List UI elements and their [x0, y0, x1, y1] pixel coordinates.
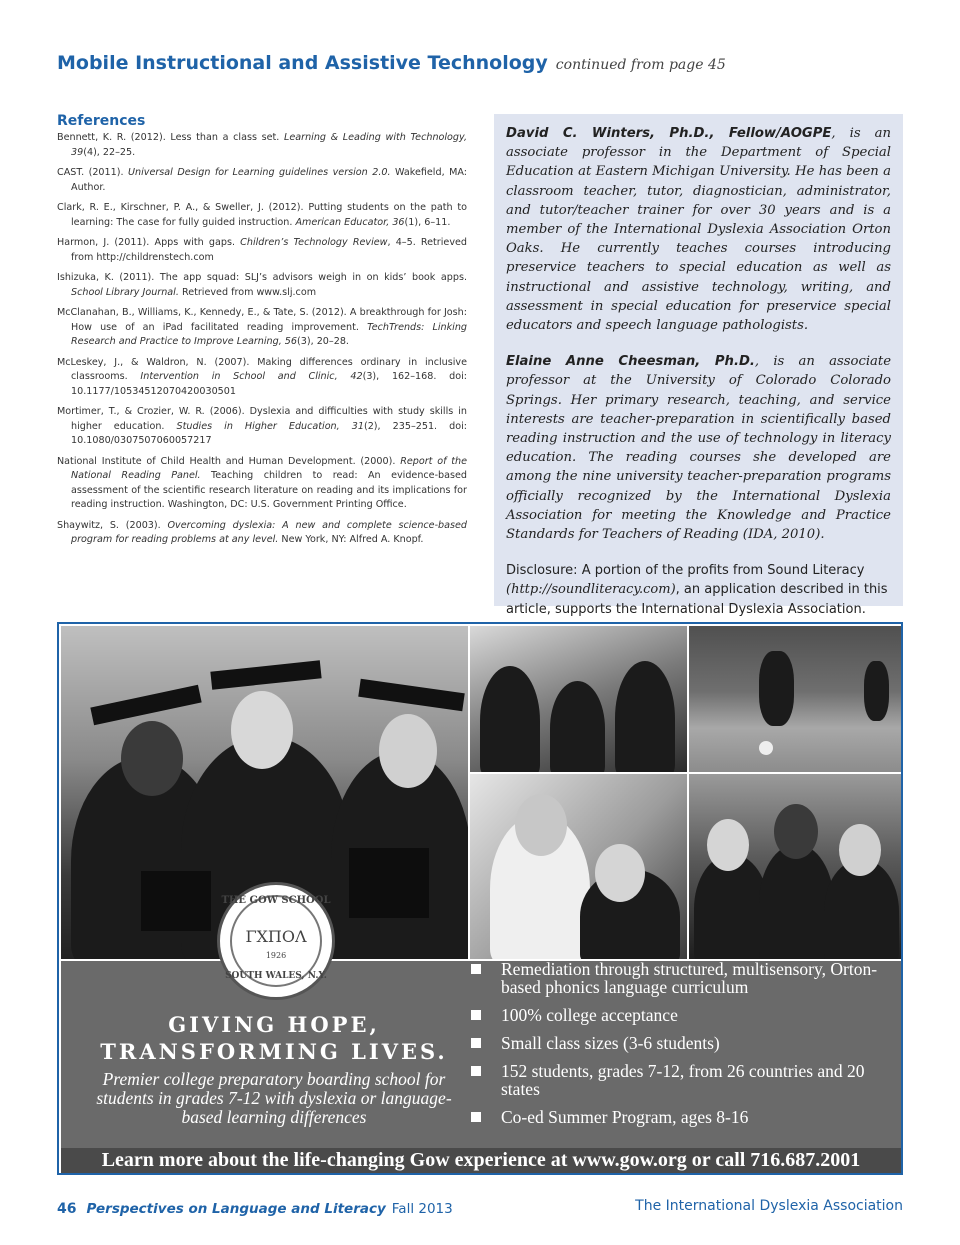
reference-details: (2), 235–251. doi: 10.1080/0307507060057217: [71, 420, 468, 446]
reference-item: [57, 131, 467, 160]
reference-details: , 4–5. Retrieved from http://childrenstech.com: [71, 237, 467, 263]
seal-monogram: ΓΧΠΟΛ: [245, 927, 307, 946]
issue-date: Fall 2013: [391, 1201, 453, 1217]
reference-item: [57, 455, 467, 513]
reference-source: Learning & Leading with Technology, 39: [71, 132, 467, 158]
reference-source: Studies in Higher Education, 31: [176, 420, 364, 432]
ad-features-list: [465, 960, 895, 1136]
reference-source: School Library Journal.: [71, 286, 179, 298]
page-number: 46: [57, 1201, 77, 1217]
reference-text: Ishizuka, K. (2011). The app squad: SLJ’s advisors weigh in on kids’ book apps.: [57, 272, 467, 283]
reference-text: CAST. (2011).: [57, 167, 129, 178]
ad-subhead: Premier college preparatory boarding school for students in grades 7-12 with dyslexia or language-based learning differences: [96, 1069, 452, 1127]
ad-feature-item: Small class sizes (3-6 students): [465, 1034, 895, 1052]
ad-feature-item: Remediation through structured, multisensory, Orton-based phonics language curriculum: [465, 960, 895, 996]
disclosure: [506, 561, 891, 619]
ad-feature-item: 152 students, grades 7-12, from 26 countries and 20 states: [465, 1062, 895, 1098]
soccer-photo: [689, 626, 901, 772]
reference-text: McClanahan, B., Williams, K., Kennedy, E., & Tate, S. (2012). A breakthrough for Josh: How use of an iPad facilitated reading improvement.: [57, 307, 467, 333]
reference-details: New York, NY: Alfred A. Knopf.: [278, 534, 424, 545]
author-name-cheesman: Elaine Anne Cheesman, Ph.D.: [506, 354, 755, 370]
reference-details: Retrieved from www.slj.com: [178, 286, 317, 298]
reference-text: McLeskey, J., & Waldron, N. (2007). Making differences ordinary in inclusive classrooms.: [57, 356, 467, 382]
disclosure-post: , an application described in this article, supports the International Dyslexia Association.: [506, 582, 888, 617]
reference-item: [57, 201, 467, 230]
reference-details: (3), 20–28.: [297, 336, 349, 347]
seal-bottom-text: SOUTH WALES, N.Y.: [225, 971, 327, 981]
references-list: [57, 131, 467, 548]
references-section: [57, 113, 467, 554]
seal-year: 1926: [265, 951, 287, 960]
reference-source: TechTrends: Linking Research and Practice to Improve Learning, 56: [71, 321, 468, 347]
disclosure-pre: Disclosure: A portion of the profits from Sound Literacy: [506, 563, 865, 579]
reference-item: [57, 271, 467, 300]
journal-name: Perspectives on Language and Literacy: [86, 1201, 386, 1217]
author-bio-box: [494, 114, 903, 617]
tutoring-photo: [470, 774, 687, 959]
three-students-photo: [689, 774, 901, 959]
seal-top-text: THE GOW SCHOOL: [221, 895, 331, 906]
reference-details: (3), 162–168. doi: 10.1177/10534512070420030501: [71, 371, 467, 397]
reference-details: Teaching children to read: An evidence-based assessment of the scientific research literature on reading and its implications for reading instruction. Washington, DC: U.S. Government Printing Office.: [71, 470, 467, 510]
reference-source: Universal Design for Learning guidelines version 2.0.: [128, 167, 391, 178]
reference-source: Report of the National Reading Panel.: [71, 455, 468, 481]
reference-text: Clark, R. E., Kirschner, P. A., & Sweller, J. (2012). Putting students on the path to learning: The case for fully guided instruction.: [57, 202, 467, 228]
bio-cheesman: [506, 352, 891, 544]
reference-text: Bennett, K. R. (2012). Less than a class set.: [57, 132, 284, 143]
reference-text: Mortimer, T., & Crozier, W. R. (2006). Dyslexia and difficulties with study skills in higher education.: [57, 406, 467, 432]
bio-winters-text: , is an associate professor in the Department of Special Education at Eastern Michigan University. He has been a classroom teacher, tutor, diagnostician, administrator, and tutor/teacher trainer for over 30 years and is a member of the International Dyslexia Association Orton Oaks. He currently teaches courses introducing preservice teachers to special education as well as instructional and assistive technology, writing, and assessment in special education for preservice special educators and speech language pathologists.: [506, 126, 892, 334]
reference-source: Children’s Technology Review: [240, 237, 388, 248]
disclosure-link[interactable]: (http://soundliteracy.com): [506, 582, 676, 598]
reference-item: [57, 519, 467, 548]
ad-feature-item: 100% college acceptance: [465, 1006, 895, 1024]
references-heading: References: [57, 113, 146, 129]
organization-name: The International Dyslexia Association: [635, 1198, 903, 1214]
reference-item: [57, 405, 467, 449]
reference-item: [57, 356, 467, 400]
page-footer: [57, 1198, 903, 1220]
reference-source: Intervention in School and Clinic, 42: [140, 371, 363, 382]
continued-note: continued from page 45: [555, 57, 726, 73]
reference-source: American Educator, 36: [295, 216, 405, 228]
bio-cheesman-text: , is an associate professor at the University of Colorado Colorado Springs. Her primary research, teaching, and service interests are teacher-preparation in scientifically based reading instruction and the use of technology in literacy education. The reading courses she developed are among the nine university teacher-preparation programs officially recognized by the International Dyslexia Association for meeting the Knowledge and Practice Standards for Teachers of Reading (IDA, 2010).: [506, 354, 892, 543]
gow-school-advertisement: [57, 622, 903, 1175]
bio-winters: [506, 124, 891, 335]
article-title: Mobile Instructional and Assistive Technology: [57, 52, 548, 74]
page-header: [57, 52, 917, 74]
ad-call-to-action[interactable]: Learn more about the life-changing Gow experience at www.gow.org or call 716.687.2001: [61, 1148, 901, 1173]
author-name-winters: David C. Winters, Ph.D., Fellow/AOGPE: [506, 126, 832, 141]
reference-text: National Institute of Child Health and Human Development. (2000).: [57, 455, 401, 467]
reference-text: Harmon, J. (2011). Apps with gaps.: [57, 237, 241, 248]
reference-source: Overcoming dyslexia: A new and complete science-based program for reading problems at any level.: [71, 519, 467, 545]
reference-details: (4), 22–25.: [83, 146, 136, 158]
ad-feature-item: Co-ed Summer Program, ages 8-16: [465, 1108, 895, 1126]
reference-details: Wakefield, MA: Author.: [71, 167, 467, 193]
reference-item: [57, 236, 467, 265]
reference-item: [57, 166, 467, 195]
gow-school-seal-logo: [217, 882, 335, 1000]
reference-text: Shaywitz, S. (2003).: [57, 519, 168, 531]
lab-students-photo: [470, 626, 687, 772]
reference-item: [57, 306, 467, 350]
ad-headline: GIVING HOPE, TRANSFORMING LIVES.: [100, 1012, 448, 1064]
reference-details: (1), 6–11.: [404, 216, 451, 228]
